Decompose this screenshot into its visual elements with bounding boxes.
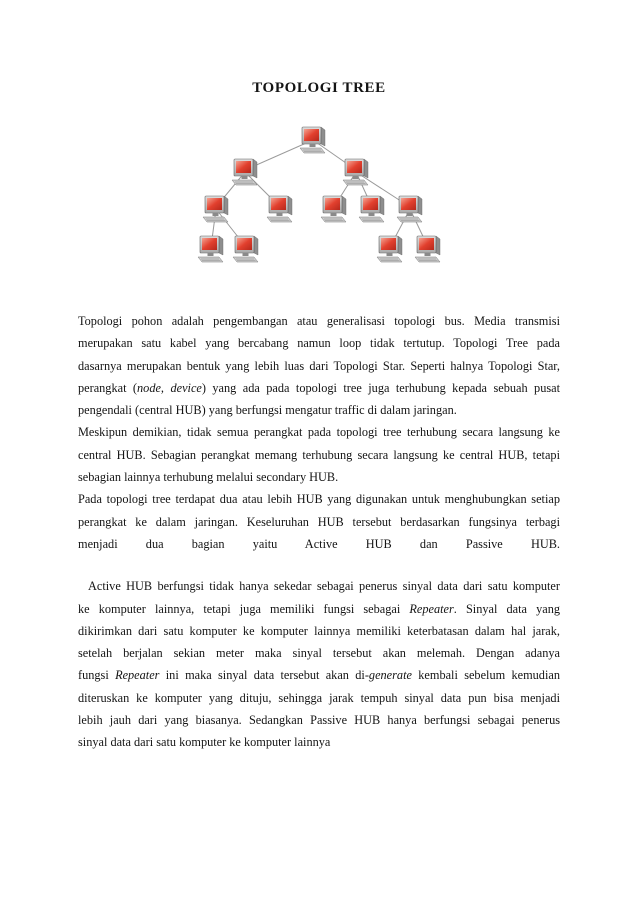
paragraph [78, 488, 560, 555]
text-line: ke komputer lainnya, tetapi juga memiliki fungsi sebagai Repeater. Sinyal data yang [78, 601, 560, 616]
text-line: menjadi dua bagian yaitu Active HUB dan Passive HUB. [78, 536, 560, 551]
text-line: perangkat ke dalam jaringan. Keseluruhan HUB tersebut berdasarkan fungsinya terbagi [78, 514, 560, 529]
text-line: fungsi Repeater ini maka sinyal data tersebut akan di-generate kembali sebelum kemudian [78, 668, 560, 683]
computer-icon [232, 159, 257, 185]
page-title: TOPOLOGI TREE [252, 80, 386, 96]
text-line: lebih jauh dari yang biasanya. Sedangkan Passive HUB hanya berfungsi sebagai penerus [78, 713, 560, 728]
computer-icon [233, 236, 258, 262]
computer-icon [300, 127, 325, 153]
text-line: diteruskan ke komputer yang dituju, sehingga jarak tempuh sinyal data pun bisa menjadi [78, 690, 560, 705]
computer-icon [198, 236, 223, 262]
body-text [78, 310, 560, 754]
text-line: merupakan satu kabel yang bercabang namun loop tidak tertutup. Topologi Tree pada [78, 336, 560, 351]
text-line: dikirimkan dari satu komputer ke komputer lainnya memiliki keterbatasan dalam hal jarak, [78, 623, 560, 638]
tree-topology-diagram [0, 0, 638, 290]
computer-icon [359, 196, 384, 222]
text-line: pengendali (central HUB) yang berfungsi mengatur traffic di dalam jaringan. [78, 403, 457, 418]
text-line: perangkat (node, device) yang ada pada topologi tree juga terhubung kepada sebuah pusat [78, 380, 560, 395]
computer-icon [321, 196, 346, 222]
text-line: Meskipun demikian, tidak semua perangkat pada topologi tree terhubung secara langsung ke [78, 425, 560, 440]
paragraph [78, 421, 560, 488]
text-line: Topologi pohon adalah pengembangan atau generalisasi topologi bus. Media transmisi [78, 314, 560, 328]
text-line: dasarnya merupakan bentuk yang lebih luas dari Topologi Star. Seperti halnya Topologi Star, [78, 358, 560, 373]
text-line: setelah berjalan sekian meter maka sinyal tersebut akan melemah. Dengan adanya [78, 646, 560, 661]
text-line: central HUB. Sebagian perangkat memang terhubung secara langsung ke central HUB, tetapi [78, 447, 560, 462]
computer-icon [377, 236, 402, 262]
computer-icon [415, 236, 440, 262]
text-line: Active HUB berfungsi tidak hanya sekedar sebagai penerus sinyal data dari satu komputer [88, 579, 560, 594]
computer-icon [343, 159, 368, 185]
text-line: sebagian lainnya terhubung melalui secondary HUB. [78, 470, 339, 485]
text-line: Pada topologi tree terdapat dua atau lebih HUB yang digunakan untuk menghubungkan setiap [78, 492, 560, 507]
computer-icon [397, 196, 422, 222]
computer-icon [267, 196, 292, 222]
text-line: sinyal data dari satu komputer ke komputer lainnya [78, 735, 331, 750]
paragraph [78, 575, 560, 753]
computer-icon [203, 196, 228, 222]
paragraph [78, 310, 560, 421]
